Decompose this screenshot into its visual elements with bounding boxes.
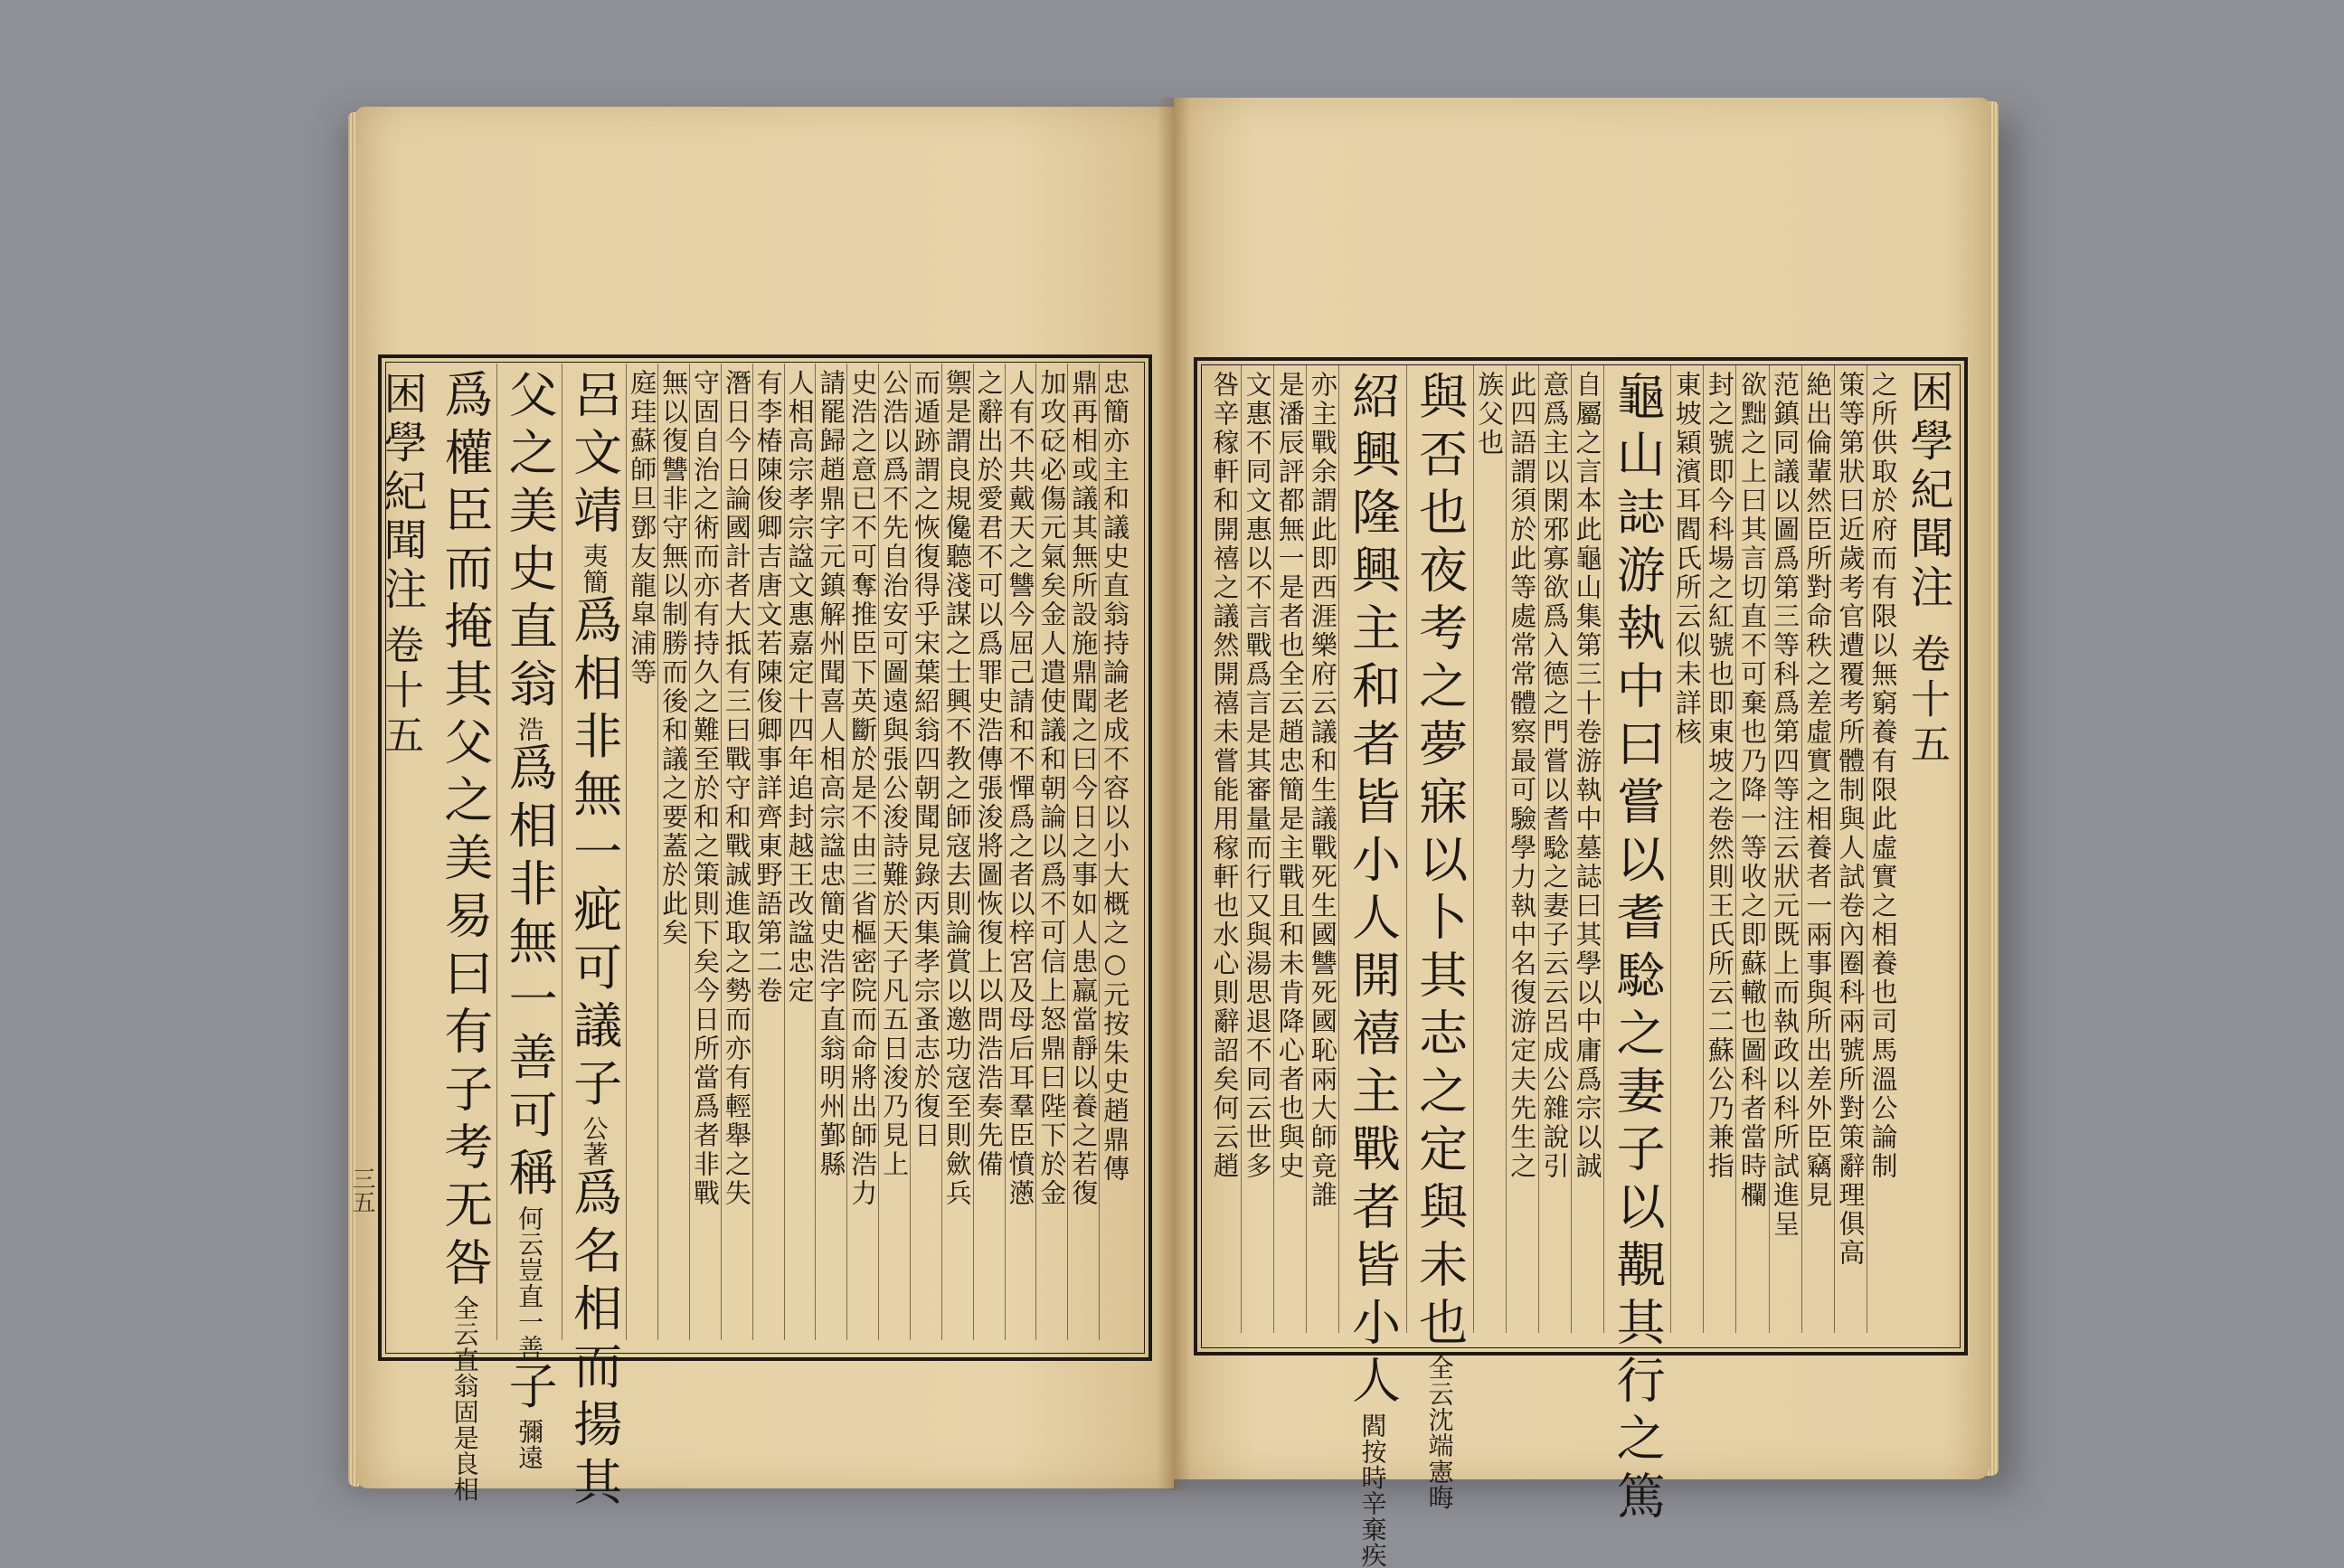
right-page-column — [1507, 371, 1538, 1329]
left-page-column-text: 爲權臣而掩其父之美易曰有子考无咎 — [436, 369, 494, 1295]
left-page-column-text: 禦是謂良規儳聽淺謀之士興不教之師寇去則論賞以邀功寇至則歛兵 — [941, 369, 973, 1208]
right-page-column — [1244, 371, 1271, 1329]
right-page-column-rule — [1703, 365, 1704, 1333]
right-page-column-rule — [1273, 365, 1274, 1333]
right-page-column — [1770, 371, 1801, 1329]
right-page-column-rule — [1801, 365, 1802, 1333]
left-page-interlinear-note: 全云直翁固是良相 — [449, 1295, 480, 1503]
left-page-column-rule — [1035, 364, 1036, 1340]
right-page-column-rule — [1735, 365, 1736, 1333]
left-page-column-text: 爲相非無一疵可議子 — [565, 594, 623, 1116]
left-page-column-rule — [1099, 364, 1100, 1340]
left-page-column — [658, 369, 690, 1337]
left-page-column-rule — [878, 364, 879, 1340]
left-page-folio: 三五 — [348, 1167, 375, 1214]
right-page-column-text: 欲黜之上曰其言切直不可棄也乃降一等收之即蘇轍也圖科者當時欄 — [1736, 371, 1768, 1210]
left-page-column-text: 爲名相而揚其 — [565, 1167, 623, 1515]
left-page-column — [847, 369, 879, 1337]
left-page-interlinear-note: 浩 — [515, 716, 545, 742]
left-page-column — [784, 369, 816, 1337]
right-page-column-rule — [1473, 365, 1474, 1333]
right-page-column-rule — [1241, 365, 1242, 1333]
left-page-column-text: 人有不共戴天之讐今屈己請和不憚爲之者以梓宮及母后耳羣臣憤懣 — [1005, 369, 1036, 1208]
left-page-column — [1100, 369, 1131, 1337]
left-page-column-rule — [657, 364, 658, 1340]
left-page-column-rule — [784, 364, 785, 1340]
left-page-column-text: 有李椿陳俊卿吉唐文若陳俊卿事詳齊東野語第二卷 — [752, 369, 784, 1006]
left-page-fold-mark: 卷十五 — [377, 624, 423, 760]
left-page-column — [816, 369, 847, 1337]
left-page-column-text: 加攻砭必傷元氣矣金人遣使議和朝論以爲不可信上怒鼎曰陛下於金 — [1036, 369, 1068, 1208]
left-page-column-text: 潛日今日論國計者大抵有三曰戰守和戰誠進取之勢而亦有輕舉之失 — [721, 369, 752, 1208]
right-page-column — [1736, 371, 1768, 1329]
left-page-column-text: 守固自治之術而亦有持久之難至於和之策則下矣今日所當爲者非戰 — [689, 369, 721, 1208]
right-page-column — [1209, 371, 1241, 1329]
left-page-column-rule — [689, 364, 690, 1340]
right-page-column-text: 之所供取於府而有限以無窮養有限此虛實之相養也司馬溫公論制 — [1867, 371, 1899, 1181]
right-page-column-rule — [1670, 365, 1671, 1333]
right-page-column-text: 亦主戰余謂此即西涯樂府云議和生議戰死生國讐死國恥兩大師竟誰 — [1307, 371, 1338, 1210]
right-page-column-text: 紹興隆興主和者皆小人開禧主戰者皆小人 — [1344, 371, 1402, 1412]
left-page-column-rule — [910, 364, 911, 1340]
left-page-column — [501, 369, 559, 1470]
right-page-column-rule — [1338, 365, 1339, 1333]
left-page-column — [627, 369, 658, 1337]
right-page-column-text: 策等第狀曰近歲考官遭覆考所體制與人試卷內圈科兩號所對策辭理俱高 — [1835, 371, 1867, 1268]
left-page-column-text: 而遁跡謂之恢復得乎宋葉紹翁四朝聞見錄丙集孝宗蚤志於復日 — [910, 369, 941, 1150]
left-page-column-rule — [752, 364, 753, 1340]
left-page-column-rule — [1067, 364, 1068, 1340]
left-page-column-text: 史浩之意已不可奪推臣下英斷於是不由三省樞密院而命將出師浩力 — [847, 369, 879, 1208]
left-page-column-rule — [973, 364, 974, 1340]
left-page-column — [1068, 369, 1100, 1337]
book-gutter — [1158, 98, 1190, 1490]
right-page-column — [1867, 371, 1899, 1329]
right-page-column — [1539, 371, 1571, 1329]
right-page-running-title: 困學紀聞注 — [1903, 369, 1953, 613]
left-page-column-rule — [846, 364, 847, 1340]
right-page-column — [1474, 371, 1506, 1329]
left-page-column — [973, 369, 1005, 1337]
left-page-column-text: 爲相非無一善可稱 — [501, 741, 559, 1205]
left-page-column-text: 公浩以爲不先自治安可圖遠與張公浚詩難於天子凡五日浚乃見上 — [879, 369, 911, 1179]
right-page-column-rule — [1834, 365, 1835, 1333]
right-page-column-text: 咎辛稼軒和開禧之議然開禧未嘗能用稼軒也水心則辭詔矣何云趙 — [1209, 371, 1241, 1181]
right-page-column-text: 封之號即今科場之紅號也即東坡之卷然則王氏所云二蘇公乃兼指 — [1704, 371, 1735, 1181]
right-page-column — [1609, 371, 1667, 1528]
left-page-column-text: 庭珪蘇師旦鄧友龍皐浦等 — [627, 369, 658, 687]
right-page-column-text: 自屬之言本此龜山集第三十卷游執中墓誌曰其學以中庸爲宗以誠 — [1572, 371, 1603, 1181]
right-page-interlinear-note: 全云沈端憲晦 — [1424, 1355, 1455, 1510]
left-page-column-rule — [1005, 364, 1006, 1340]
left-page-interlinear-note: 公著 — [579, 1115, 610, 1167]
right-page-column-rule — [1603, 365, 1604, 1333]
left-page-column — [879, 369, 911, 1337]
right-page-column-text: 龜山誌游執中曰嘗以耆騐之妻子以覯其行之篤 — [1609, 371, 1667, 1528]
left-page-interlinear-note: 彌遠 — [515, 1418, 545, 1470]
right-page-column — [1574, 371, 1601, 1329]
left-page-column-text: 之辭出於愛君不可以爲罪史浩傳張浚將圖恢復上以問浩浩奏先備 — [973, 369, 1005, 1179]
left-page-column-rule — [815, 364, 816, 1340]
right-page-column-text: 此四語謂須於此等處常常體察最可驗學力執中名復游定夫先生之 — [1507, 371, 1538, 1181]
right-page-column-text: 是潘辰評都無一是者也全云趙忠簡是主戰且和未肯降心者也與史 — [1274, 371, 1306, 1181]
right-page-column-text: 絶出倫輩然臣所對命秩之差虛實之相養者一兩事與所出差外臣竊見 — [1802, 371, 1834, 1210]
left-page-column — [1036, 369, 1068, 1337]
left-page-column-text: 無以復讐非守無以制勝而後和議之要蓋於此矣 — [658, 369, 690, 948]
right-page-column-rule — [1406, 365, 1407, 1333]
right-page-column — [1835, 371, 1867, 1329]
right-page-column — [1309, 371, 1336, 1329]
right-page-column-text: 范鎮同議以圖爲第三等科爲第四等注云狀元既上而執政以科所試進呈 — [1770, 371, 1801, 1239]
right-page-column-text: 族父也 — [1474, 371, 1506, 458]
right-page-column-rule — [1306, 365, 1307, 1333]
right-page-column — [1274, 371, 1306, 1329]
left-page-column-rule — [496, 364, 497, 1340]
right-page-column-text: 與否也夜考之夢寐以卜其志之定與未也 — [1411, 371, 1469, 1355]
left-page-column-rule — [941, 364, 942, 1340]
left-page-column — [912, 369, 939, 1337]
left-page-column — [565, 369, 623, 1515]
right-page-column-text: 文惠不同文惠以不言戰爲言是其審量而行又與湯思退不同云世多 — [1242, 371, 1273, 1181]
left-page-column — [752, 369, 784, 1337]
left-page-column-text: 鼎再相或議其無所設施鼎聞之曰今日之事如人患羸當靜以養之若復 — [1068, 369, 1100, 1208]
left-page-column-text: 父之美史直翁 — [501, 369, 559, 716]
right-page-column — [1802, 371, 1834, 1329]
right-page-column-rule — [1769, 365, 1770, 1333]
right-page-interlinear-note: 閻按時辛棄疾 — [1357, 1412, 1388, 1568]
left-page-column — [941, 369, 973, 1337]
left-page-column-rule — [626, 364, 627, 1340]
left-page-running-title: 困學紀聞注 — [376, 371, 427, 615]
left-page-column-text: 子 — [501, 1360, 559, 1419]
left-page-column-rule — [721, 364, 722, 1340]
left-page-column — [723, 369, 750, 1337]
right-page-column-text: 意爲主以閑邪寡欲爲入德之門嘗以耆騐之妻子云云呂成公雜說引 — [1539, 371, 1571, 1181]
right-page-fold-mark: 卷十五 — [1904, 633, 1950, 769]
right-page-column-rule — [1538, 365, 1539, 1333]
left-page-interlinear-note: 何云豈直一善 — [515, 1204, 545, 1361]
left-page-column — [689, 369, 721, 1337]
left-page-column-text: 人相高宗孝宗諡文惠嘉定十四年追封越王改諡忠定 — [784, 369, 816, 1006]
right-page-column-rule — [1506, 365, 1507, 1333]
left-page-interlinear-note: 夷簡 — [579, 543, 610, 595]
left-page-column-text: 請罷歸趙鼎字元鎮解州聞喜人相高宗諡忠簡史浩字直翁明州鄞縣 — [816, 369, 847, 1179]
right-page-column-text: 東坡穎濱耳閻氏所云似未詳核 — [1671, 371, 1703, 747]
right-page-column-rule — [1571, 365, 1572, 1333]
left-page-column — [436, 369, 494, 1503]
right-page-column — [1671, 371, 1703, 1329]
right-page-column — [1706, 371, 1733, 1329]
right-page-column — [1411, 371, 1469, 1510]
left-page-column-text: 呂文靖 — [565, 369, 623, 543]
left-page-column — [1007, 369, 1034, 1337]
right-page-column — [1344, 371, 1402, 1568]
left-page-column-text: 忠簡亦主和議史直翁持論老成不容以小大概之○元按朱史趙鼎傳 — [1100, 369, 1131, 1184]
